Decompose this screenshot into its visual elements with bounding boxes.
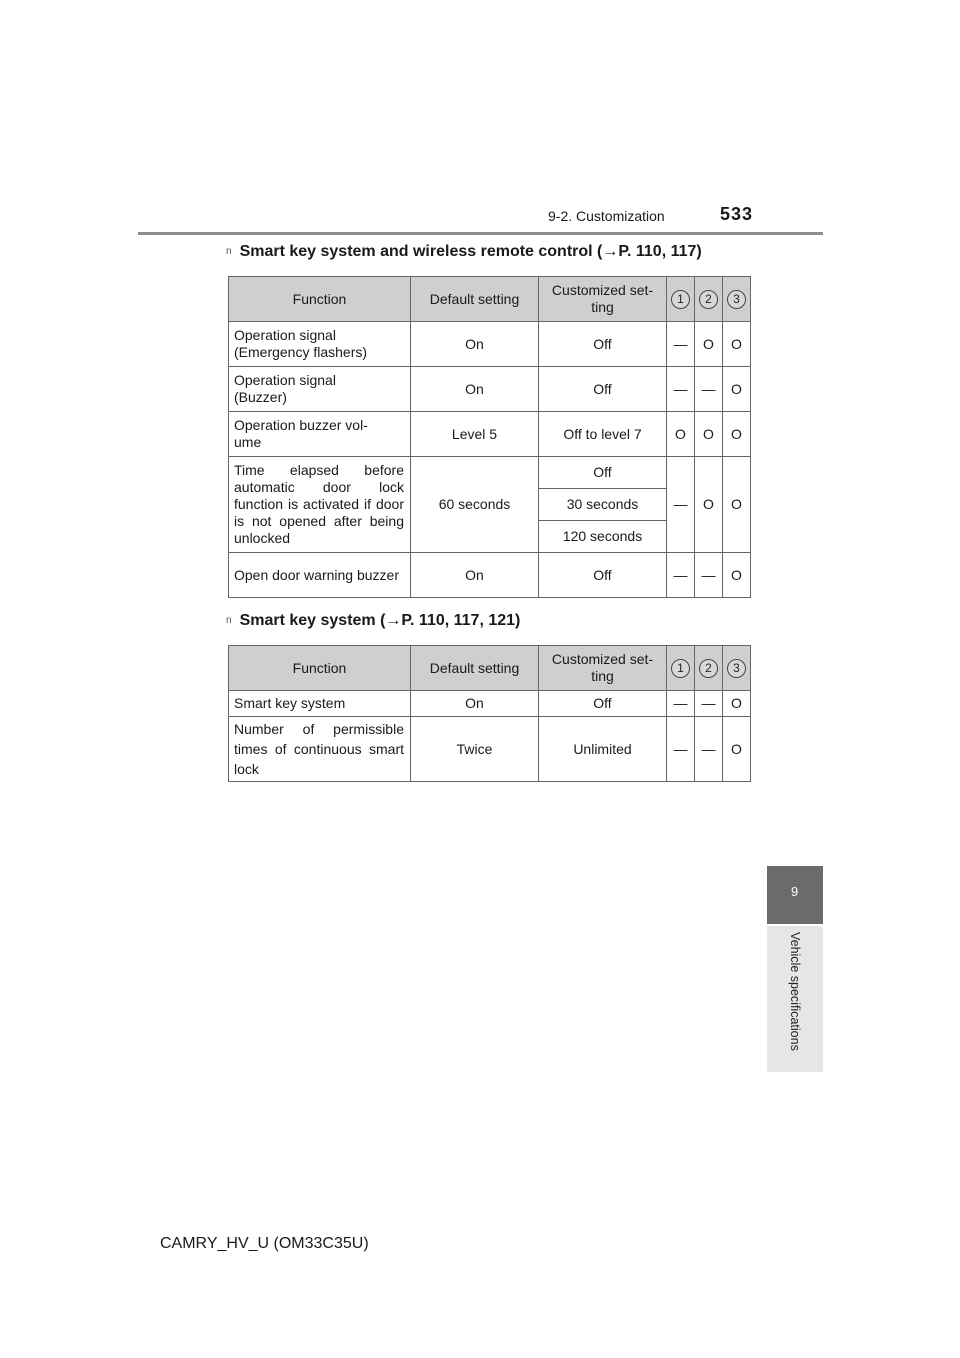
cell-method-1: O (667, 412, 695, 457)
cell-method-2: — (695, 691, 723, 717)
cell-function: Number of permissible times of continuous smart lock (229, 717, 411, 782)
section-title-remote (226, 243, 702, 261)
number-3-icon: 3 (727, 290, 746, 309)
page-number: 533 (720, 204, 754, 224)
cell-method-2: O (695, 457, 723, 553)
cell-function: Operation signal (Emergency flashers) (229, 322, 411, 367)
table-header-row (229, 646, 751, 691)
section-title-smart-key (226, 612, 520, 630)
cell-custom: Unlimited (539, 717, 667, 782)
cell-custom-option: 120 seconds (539, 521, 667, 553)
cell-method-3: O (723, 322, 751, 367)
chapter-number: 9 (791, 884, 799, 899)
cell-default: Level 5 (411, 412, 539, 457)
cell-custom: Off to level 7 (539, 412, 667, 457)
header-method-2 (695, 277, 723, 322)
header-method-3 (723, 646, 751, 691)
table-row (229, 553, 751, 598)
cell-default: On (411, 367, 539, 412)
cell-function: Operation buzzer vol- ume (229, 412, 411, 457)
cell-default: On (411, 322, 539, 367)
header-method-2 (695, 646, 723, 691)
table-row (229, 412, 751, 457)
cell-method-1: — (667, 457, 695, 553)
bullet-icon: n (226, 246, 232, 257)
bullet-icon: n (226, 615, 232, 626)
cell-method-3: O (723, 367, 751, 412)
header-method-1 (667, 646, 695, 691)
cell-function: Time elapsed before automatic door lock function is activated if door is not opened after being unlocked (229, 457, 411, 553)
cell-function: Smart key system (229, 691, 411, 717)
cell-custom: Off (539, 691, 667, 717)
cell-custom: Off (539, 322, 667, 367)
number-2-icon: 2 (699, 290, 718, 309)
cell-method-3: O (723, 457, 751, 553)
cell-method-2: — (695, 717, 723, 782)
header-method-3 (723, 277, 751, 322)
header-customized-setting: Customized set- ting (539, 277, 667, 322)
cell-function: Operation signal (Buzzer) (229, 367, 411, 412)
cell-method-3: O (723, 553, 751, 598)
number-1-icon: 1 (671, 659, 690, 678)
cell-default: On (411, 691, 539, 717)
cell-default: On (411, 553, 539, 598)
footer-model: CAMRY_HV_U (OM33C35U) (160, 1235, 369, 1252)
cell-method-3: O (723, 412, 751, 457)
cell-custom: Off (539, 367, 667, 412)
cell-default: 60 seconds (411, 457, 539, 553)
header-function: Function (229, 646, 411, 691)
cell-custom: Off (539, 553, 667, 598)
section-title-text: Smart key system (→P. 110, 117, 121) (239, 612, 521, 629)
cell-function: Open door warning buzzer (229, 553, 411, 598)
table-header-row (229, 277, 751, 322)
header-function: Function (229, 277, 411, 322)
cell-method-2: O (695, 412, 723, 457)
cell-method-2: O (695, 322, 723, 367)
cell-custom-option: Off (539, 457, 667, 489)
section-heading: 9-2. Customization (548, 208, 665, 224)
chapter-tab (767, 866, 823, 924)
number-3-icon: 3 (727, 659, 746, 678)
cell-method-1: — (667, 691, 695, 717)
header-default-setting: Default setting (411, 277, 539, 322)
number-1-icon: 1 (671, 290, 690, 309)
cell-method-2: — (695, 553, 723, 598)
section-title-text: Smart key system and wireless remote control (→P. 110, 117) (239, 243, 702, 260)
cell-method-1: — (667, 553, 695, 598)
remote-control-table (228, 276, 751, 598)
table-row (229, 691, 751, 717)
table-row (229, 322, 751, 367)
header-customized-setting: Customized set- ting (539, 646, 667, 691)
number-2-icon: 2 (699, 659, 718, 678)
cell-method-1: — (667, 367, 695, 412)
cell-method-1: — (667, 717, 695, 782)
header-divider (138, 232, 823, 235)
header-method-1 (667, 277, 695, 322)
cell-default: Twice (411, 717, 539, 782)
table-row (229, 457, 751, 489)
cell-method-3: O (723, 691, 751, 717)
cell-custom-option: 30 seconds (539, 489, 667, 521)
cell-method-2: — (695, 367, 723, 412)
table-row (229, 367, 751, 412)
chapter-label: Vehicle specifications (788, 932, 802, 1051)
header-default-setting: Default setting (411, 646, 539, 691)
table-row (229, 717, 751, 782)
smart-key-table (228, 645, 751, 782)
cell-method-3: O (723, 717, 751, 782)
cell-method-1: — (667, 322, 695, 367)
